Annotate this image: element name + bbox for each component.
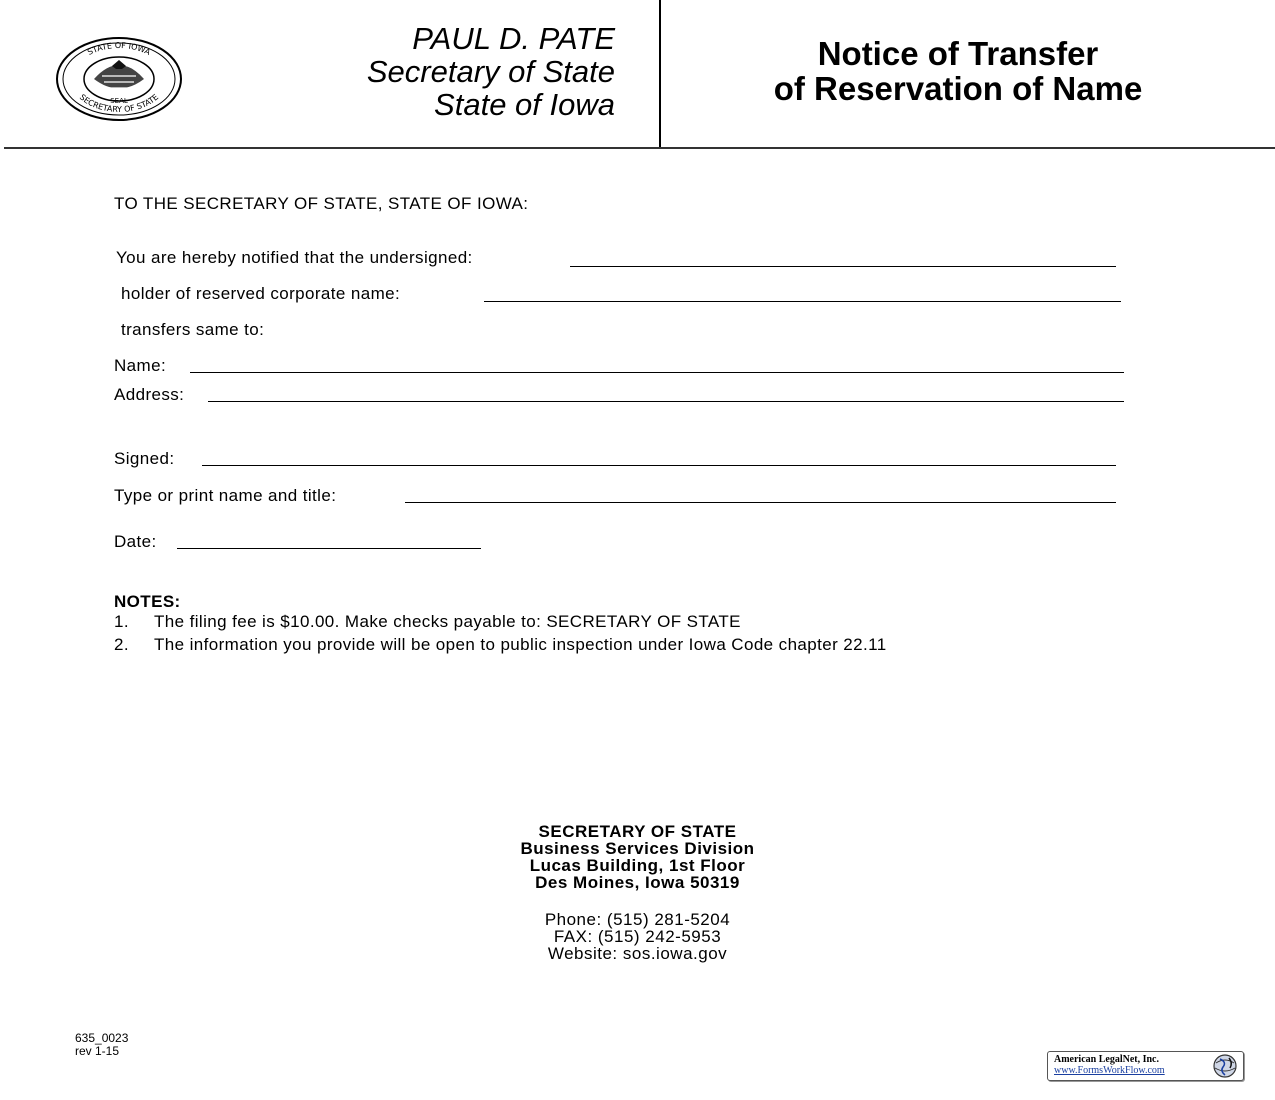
transferee-name-field[interactable] <box>190 372 1124 373</box>
transferee-address-field[interactable] <box>208 401 1124 402</box>
notes-heading: NOTES: <box>114 592 181 611</box>
form-number: 635_0023 <box>75 1031 129 1045</box>
office-building: Lucas Building, 1st Floor <box>529 856 746 875</box>
office-contact-block <box>380 911 895 962</box>
note-number: 2. <box>114 635 129 654</box>
badge-url[interactable]: www.FormsWorkFlow.com <box>1054 1065 1165 1076</box>
office-city: Des Moines, Iowa 50319 <box>535 873 740 892</box>
seal-text-top: STATE OF IOWA <box>86 40 152 57</box>
signed-label: Signed: <box>114 449 175 468</box>
form-title-line1: Notice of Transfer <box>817 35 1099 72</box>
globe-icon <box>1211 1053 1239 1079</box>
office-division: Business Services Division <box>520 839 755 858</box>
state-seal-image <box>54 36 184 122</box>
office-phone: Phone: (515) 281-5204 <box>544 910 731 929</box>
header-vertical-divider <box>659 0 661 148</box>
note-item <box>114 612 741 632</box>
form-title <box>662 36 1254 106</box>
note-text: The filing fee is $10.00. Make checks payable to: SECRETARY OF STATE <box>154 612 741 631</box>
badge-company: American LegalNet, Inc. <box>1054 1054 1159 1065</box>
date-field[interactable] <box>177 548 481 549</box>
svg-text:STATE OF IOWA <box>86 41 152 57</box>
addressee-text: TO THE SECRETARY OF STATE, STATE OF IOWA: <box>114 194 529 213</box>
holder-label: holder of reserved corporate name: <box>121 284 401 303</box>
form-title-line2: of Reservation of Name <box>773 70 1143 107</box>
note-number: 1. <box>114 612 129 631</box>
official-block <box>367 22 615 121</box>
official-state: State of Iowa <box>434 87 615 122</box>
office-website: Website: sos.iowa.gov <box>547 944 728 963</box>
note-text: The information you provide will be open to public inspection under Iowa Code chapter 22.11 <box>154 635 887 654</box>
print-name-label: Type or print name and title: <box>114 486 337 505</box>
official-name: PAUL D. PATE <box>412 21 615 56</box>
header-horizontal-divider <box>4 147 1275 149</box>
office-fax: FAX: (515) 242-5953 <box>553 927 722 946</box>
office-address-block <box>380 823 895 891</box>
seal-center-text: SEAL <box>110 97 128 105</box>
note-item <box>114 635 887 655</box>
seal-text-bottom: SECRETARY OF STATE <box>77 92 161 115</box>
print-name-field[interactable] <box>405 502 1116 503</box>
reserved-name-field[interactable] <box>484 301 1121 302</box>
date-label: Date: <box>114 532 157 551</box>
undersigned-label: You are hereby notified that the undersigned: <box>116 248 473 267</box>
signature-field[interactable] <box>202 465 1116 466</box>
undersigned-field[interactable] <box>570 266 1116 267</box>
legalnet-badge[interactable] <box>1047 1051 1244 1081</box>
transfers-label: transfers same to: <box>121 320 265 339</box>
form-revision: rev 1-15 <box>75 1044 120 1058</box>
address-label: Address: <box>114 385 185 404</box>
name-label: Name: <box>114 356 167 375</box>
official-title: Secretary of State <box>366 54 615 89</box>
office-name: SECRETARY OF STATE <box>538 822 737 841</box>
